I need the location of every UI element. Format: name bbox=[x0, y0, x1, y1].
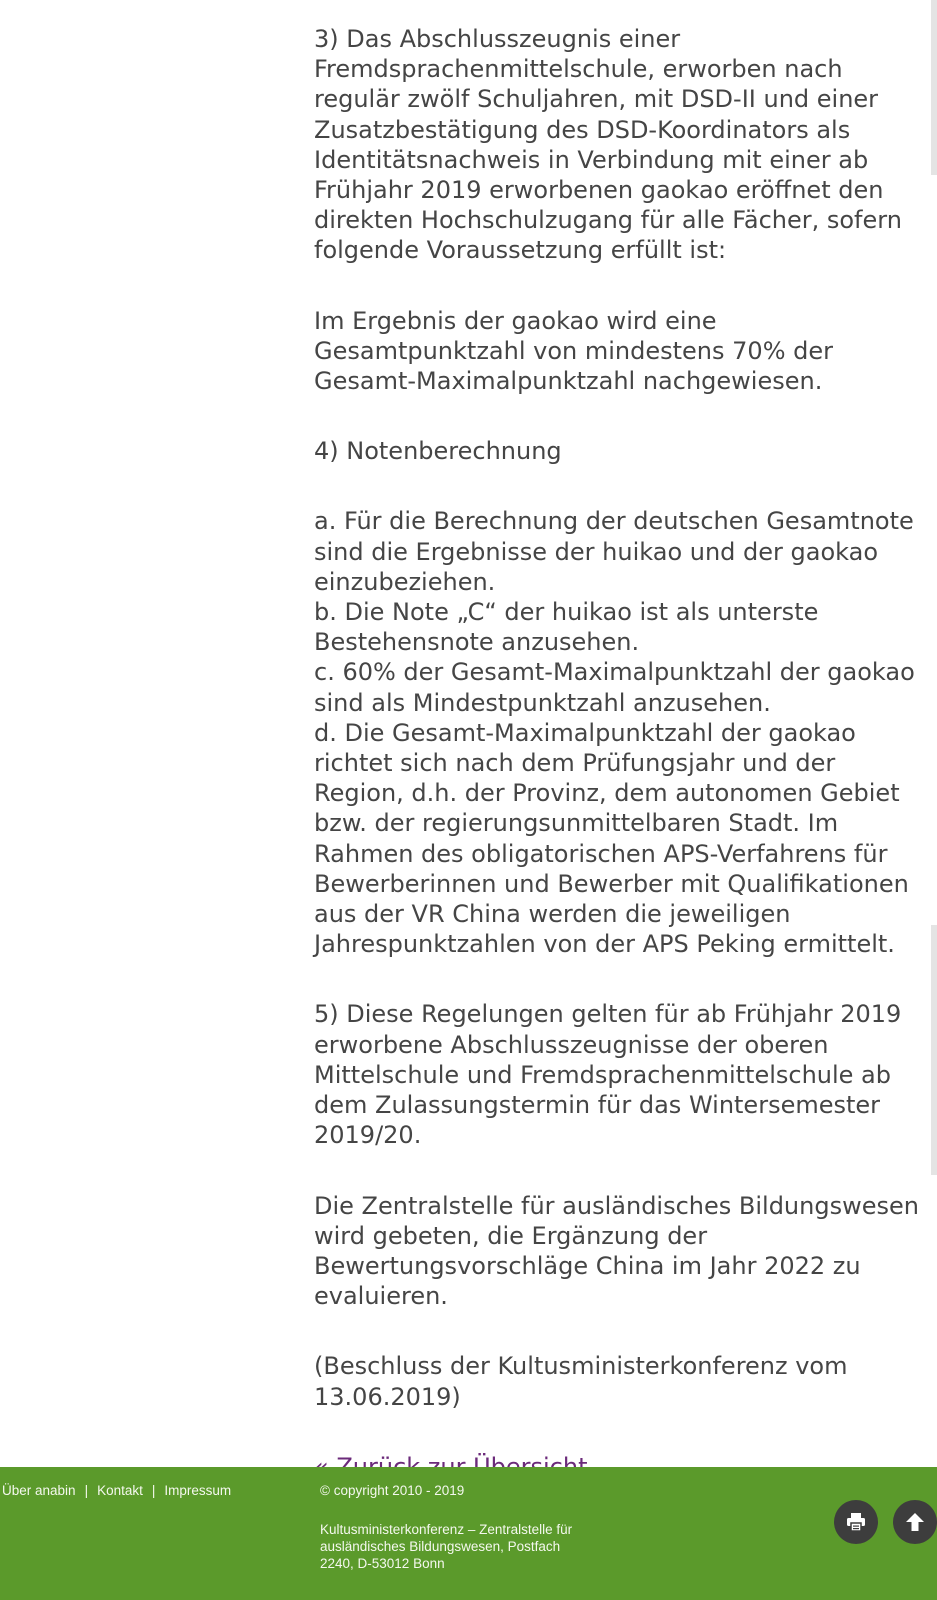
arrow-up-icon bbox=[905, 1512, 925, 1532]
article-content bbox=[314, 24, 920, 1482]
footer-copyright: © copyright 2010 - 2019 bbox=[320, 1483, 465, 1498]
list-item-c: c. 60% der Gesamt-Maximalpunktzahl der gaokao sind als Mindestpunktzahl anzusehen. bbox=[314, 658, 915, 717]
list-item-b: b. Die Note „C“ der huikao ist als unterste Bestehensnote anzusehen. bbox=[314, 598, 819, 657]
footer-link-about[interactable]: Über anabin bbox=[2, 1483, 76, 1498]
paragraph-3-condition: Im Ergebnis der gaokao wird eine Gesamtpunktzahl von mindestens 70% der Gesamt-Maximalpunktzahl nachgewiesen. bbox=[314, 306, 833, 396]
page-footer bbox=[0, 1467, 937, 1600]
scroll-to-top-button[interactable] bbox=[893, 1500, 937, 1544]
scrollbar-track-middle[interactable] bbox=[931, 925, 937, 1175]
paragraph-4-heading: 4) Notenberechnung bbox=[314, 437, 562, 466]
print-button[interactable] bbox=[834, 1500, 878, 1544]
footer-nav bbox=[2, 1483, 231, 1498]
footer-separator: | bbox=[151, 1483, 156, 1498]
paragraph-5: 5) Diese Regelungen gelten für ab Frühjahr 2019 erworbene Abschlusszeugnisse der oberen Mittelschule und Fremdsprachenmittelschule ab dem Zulassungstermin für das Wintersemester 2019/20. bbox=[314, 1000, 902, 1150]
paragraph-3: 3) Das Abschlusszeugnis einer Fremdsprachenmittelschule, erworben nach regulär zwölf Schuljahren, mit DSD-II und einer Zusatzbestätigung des DSD-Koordinators als Identitätsnachweis in Verbindung mit einer ab Frühjahr 2019 erworbenen gaokao eröffnet den direkten Hochschulzugang für alle Fächer, sofern folgende Voraussetzung erfüllt ist: bbox=[314, 25, 902, 265]
list-item-a: a. Für die Berechnung der deutschen Gesamtnote sind die Ergebnisse der huikao und der gaokao einzubeziehen. bbox=[314, 507, 914, 596]
grade-calculation-list bbox=[314, 506, 920, 959]
footer-link-imprint[interactable]: Impressum bbox=[164, 1483, 232, 1498]
list-item-d: d. Die Gesamt-Maximalpunktzahl der gaokao richtet sich nach dem Prüfungsjahr und der Region, d.h. der Provinz, dem autonomen Gebiet bzw. der regierungsunmittelbaren Stadt. Im Rahmen des obligatorischen APS-Verfahrens für Bewerberinnen und Bewerber mit Qualifikationen aus der VR China werden die jeweiligen Jahrespunktzahlen von der APS Peking ermittelt. bbox=[314, 718, 909, 959]
paragraph-decision: (Beschluss der Kultusministerkonferenz vom 13.06.2019) bbox=[314, 1352, 848, 1411]
paragraph-zab-request: Die Zentralstelle für ausländisches Bildungswesen wird gebeten, die Ergänzung der Bewertungsvorschläge China im Jahr 2022 zu evaluieren. bbox=[314, 1191, 919, 1311]
printer-icon bbox=[846, 1513, 866, 1531]
footer-link-contact[interactable]: Kontakt bbox=[97, 1483, 143, 1498]
scrollbar-track-top[interactable] bbox=[931, 0, 937, 175]
footer-address: Kultusministerkonferenz – Zentralstelle für ausländisches Bildungswesen, Postfach 2240, D-53012 Bonn bbox=[320, 1522, 573, 1571]
footer-separator: | bbox=[84, 1483, 89, 1498]
